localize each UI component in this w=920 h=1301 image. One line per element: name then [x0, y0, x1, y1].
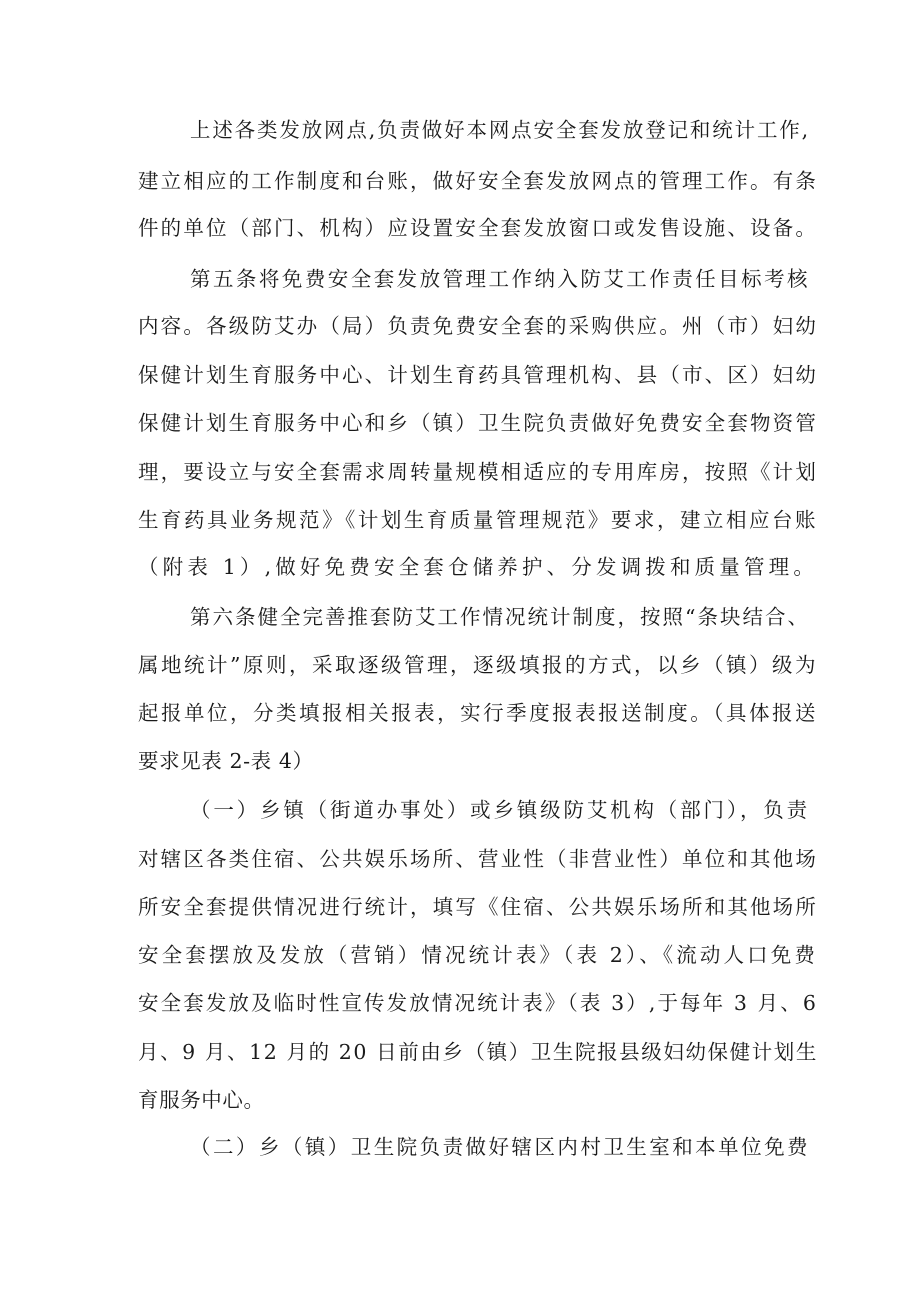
paragraph-line: 内容。各级防艾办（局）负责免费安全套的采购供应。州（市）妇幼 [138, 314, 818, 338]
paragraph-line: （二）乡（镇）卫生院负责做好辖区内村卫生室和本单位免费 [190, 1135, 810, 1159]
paragraph-line: （附表 1）,做好免费安全套仓储养护、分发调拨和质量管理。 [138, 555, 818, 579]
paragraph-line: 对辖区各类住宿、公共娱乐场所、营业性（非营业性）单位和其他场 [138, 847, 818, 871]
paragraph-line: 件的单位（部门、机构）应设置安全套发放窗口或发售设施、设备。 [138, 216, 818, 240]
paragraph-line: 建立相应的工作制度和台账，做好安全套发放网点的管理工作。有条 [138, 169, 818, 193]
paragraph-line: 第五条将免费安全套发放管理工作纳入防艾工作责任目标考核 [190, 267, 810, 291]
paragraph-line: 育服务中心。 [138, 1088, 265, 1112]
paragraph-line: 第六条健全完善推套防艾工作情况统计制度，按照“条块结合、 [190, 605, 810, 629]
paragraph-line: （一）乡镇（街道办事处）或乡镇级防艾机构（部门），负责 [190, 798, 810, 822]
paragraph-line: 生育药具业务规范》《计划生育质量管理规范》要求，建立相应台账 [138, 508, 818, 532]
paragraph-line: 所安全套提供情况进行统计，填写《住宿、公共娱乐场所和其他场所 [138, 895, 818, 919]
paragraph-line: 安全套摆放及发放（营销）情况统计表》（表 2）、《流动人口免费 [138, 943, 818, 967]
paragraph-line: 保健计划生育服务中心、计划生育药具管理机构、县（市、区）妇幼 [138, 363, 818, 387]
paragraph-line: 属地统计”原则，采取逐级管理，逐级填报的方式，以乡（镇）级为 [138, 653, 818, 677]
paragraph-line: 月、9 月、12 月的 20 日前由乡（镇）卫生院报县级妇幼保健计划生 [138, 1040, 818, 1064]
paragraph-line: 保健计划生育服务中心和乡（镇）卫生院负责做好免费安全套物资管 [138, 411, 818, 435]
paragraph-line: 安全套发放及临时性宣传发放情况统计表》（表 3）,于每年 3 月、6 [138, 991, 818, 1015]
paragraph-line: 上述各类发放网点,负责做好本网点安全套发放登记和统计工作, [190, 118, 810, 142]
paragraph-line: 起报单位，分类填报相关报表，实行季度报表报送制度。（具体报送 [138, 701, 818, 725]
paragraph-line: 要求见表 2-表 4） [138, 749, 314, 773]
paragraph-line: 理，要设立与安全套需求周转量规模相适应的专用库房，按照《计划 [138, 460, 818, 484]
